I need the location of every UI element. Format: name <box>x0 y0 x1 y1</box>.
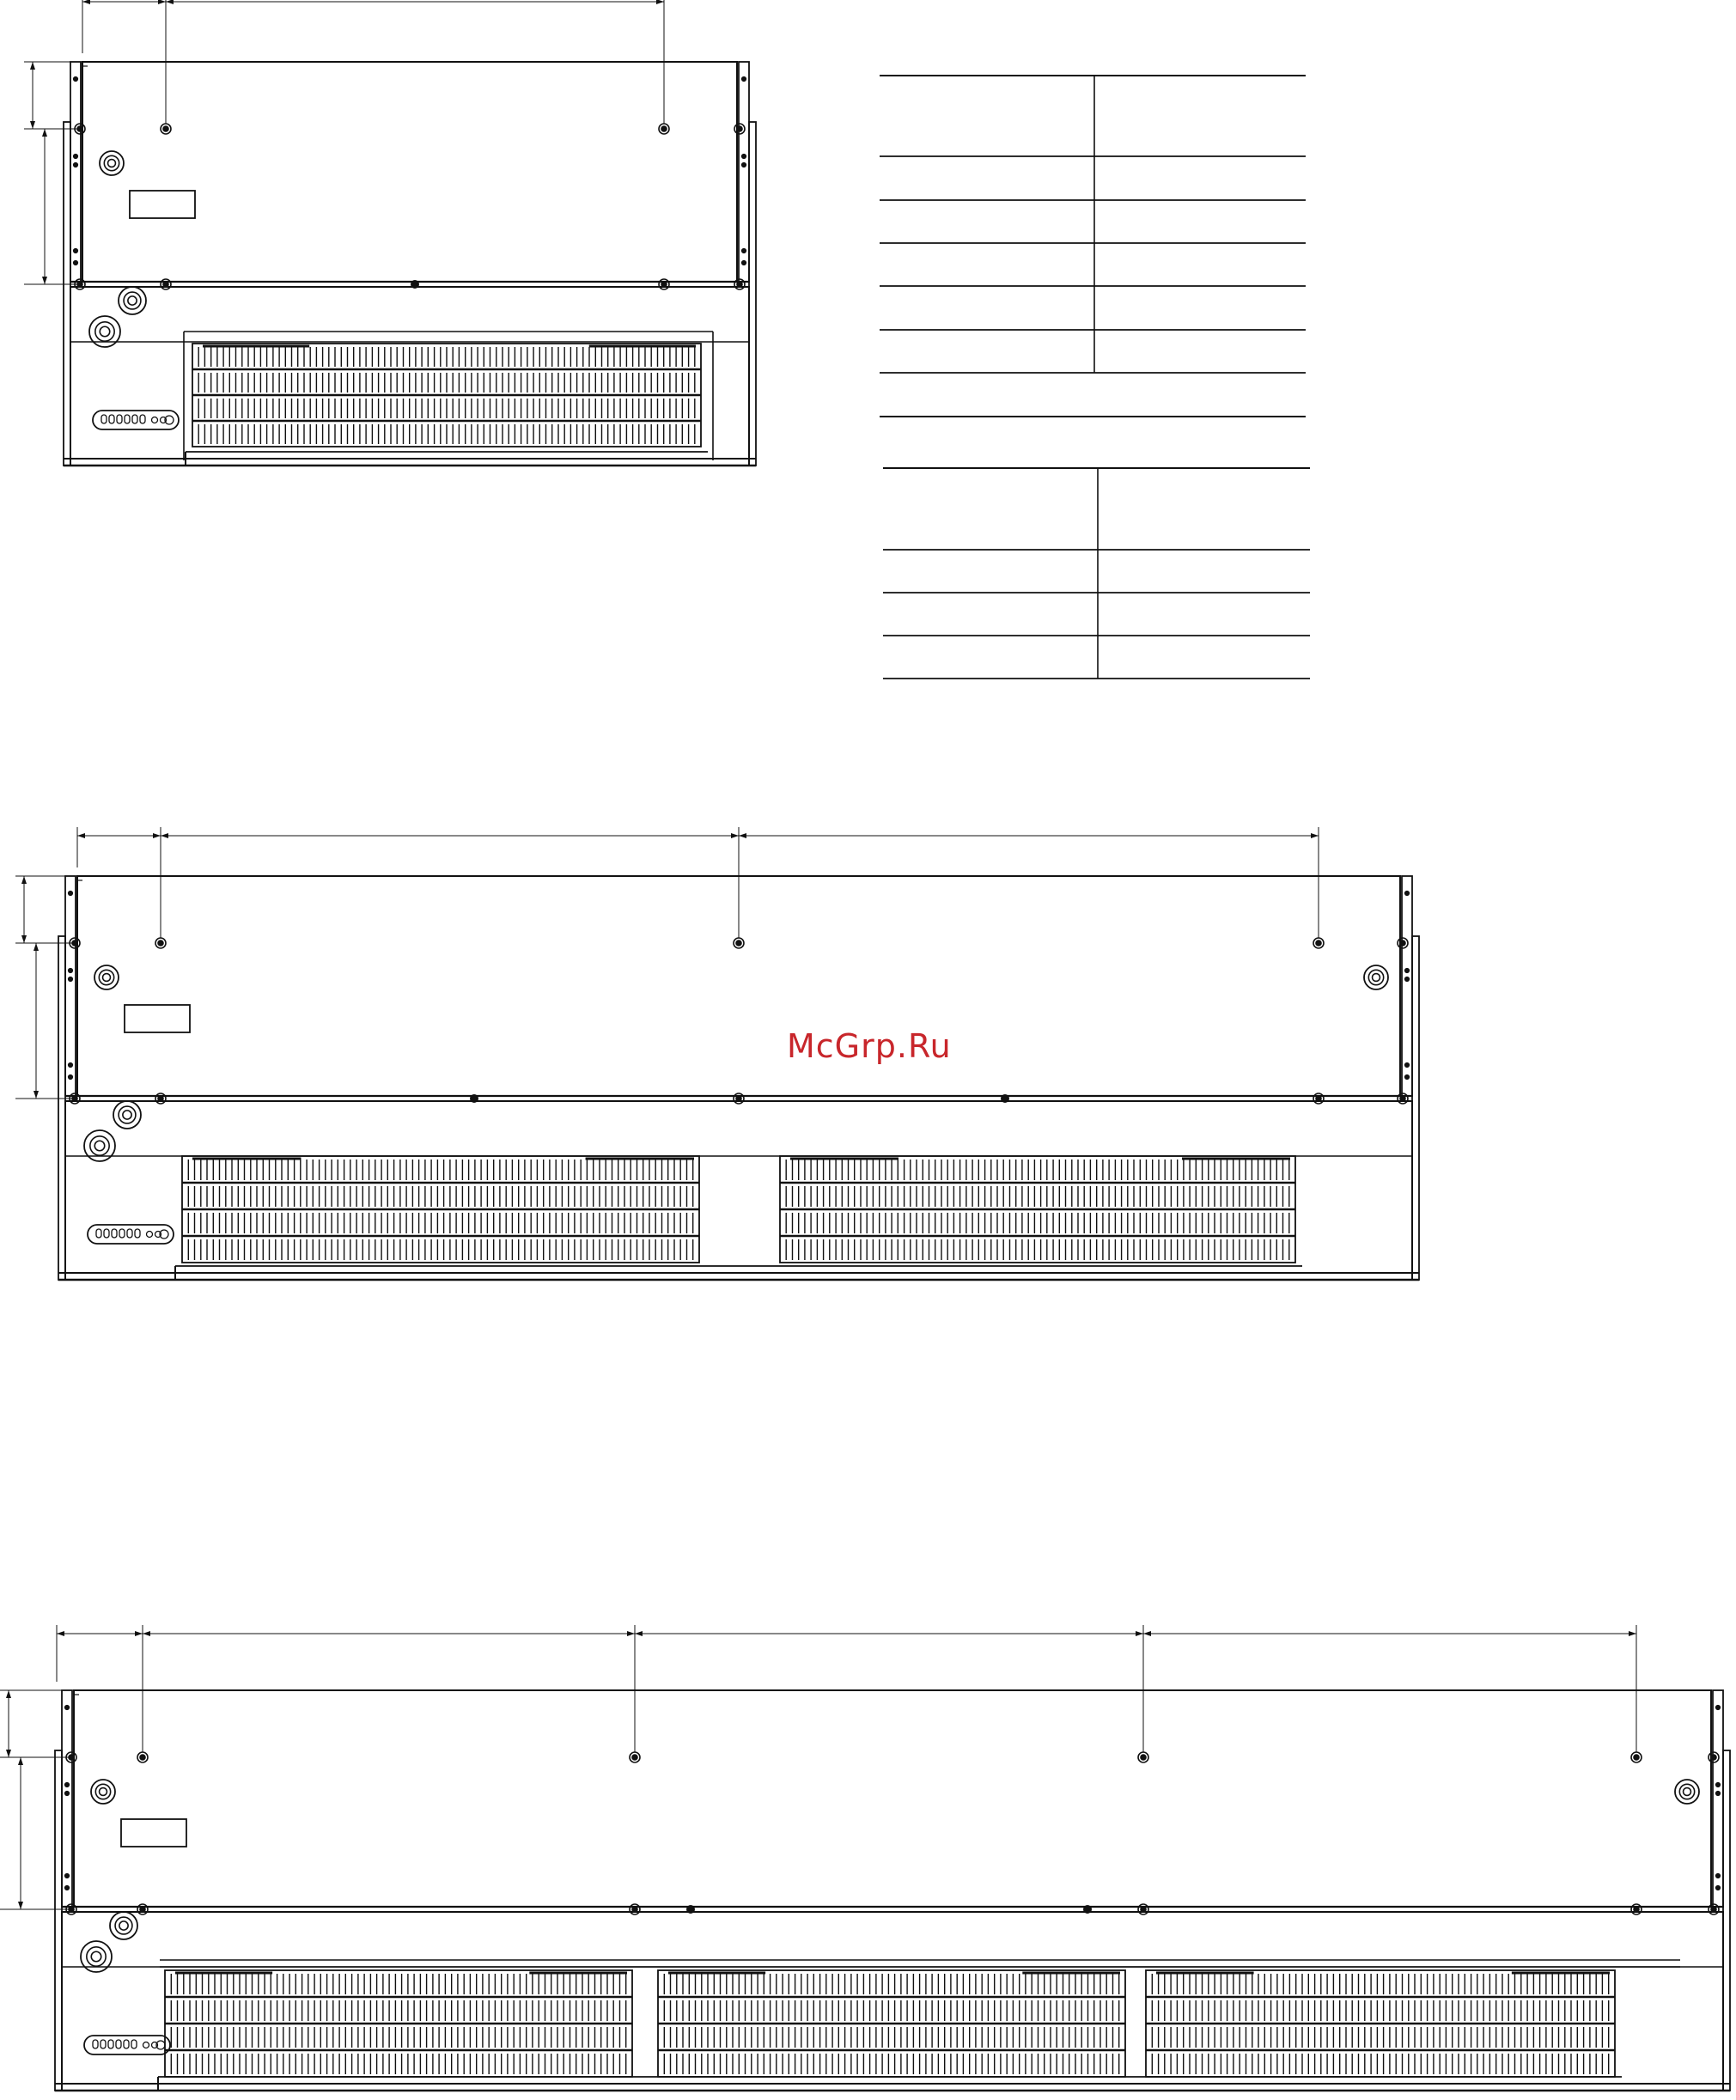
louvre-slats <box>198 424 695 444</box>
rivet-dot <box>73 154 77 158</box>
right-outer-bracket <box>749 122 756 466</box>
right-outer-bracket <box>1412 936 1419 1280</box>
rivet-dot <box>64 1885 69 1890</box>
control-panel <box>84 2036 170 2054</box>
fixing-bolt-icon <box>137 1752 148 1762</box>
fixing-bolt-icon <box>734 1093 744 1104</box>
fixing-bolt-icon <box>1709 1752 1719 1762</box>
pipe-outer-ring <box>94 965 119 989</box>
pipe-inner-ring <box>128 296 137 305</box>
rivet-dot <box>1404 1074 1409 1079</box>
control-panel-led <box>143 2042 149 2048</box>
rivet-dot <box>73 162 77 167</box>
pipe-middle-ring <box>124 292 141 309</box>
pipe-middle-ring <box>115 1917 132 1934</box>
louvre-slats <box>198 399 695 418</box>
louvre-slats <box>664 2054 1118 2074</box>
louvre-slats <box>171 1974 625 1994</box>
fixing-bolt-icon <box>630 1904 640 1914</box>
upper-casing <box>74 1690 1711 1907</box>
right-outer-bracket <box>1723 1750 1730 2091</box>
nameplate <box>130 191 195 218</box>
pipe-inner-ring <box>1684 1788 1691 1796</box>
louvre-slats <box>664 2000 1118 2021</box>
pipe-middle-ring <box>104 155 119 170</box>
lower-casing <box>62 1912 1723 2091</box>
louvre-slats <box>188 1239 692 1260</box>
louvre-slats <box>198 373 695 393</box>
pipe-middle-ring <box>87 1947 106 1966</box>
rivet-dot <box>64 1782 69 1787</box>
louvre-grille <box>658 1970 1125 2077</box>
louvre-slats <box>786 1213 1289 1233</box>
louvre-slats <box>786 1239 1289 1260</box>
pipe-inner-ring <box>100 1788 107 1796</box>
left-outer-bracket <box>55 1750 62 2091</box>
nameplate <box>125 1005 190 1032</box>
louvre-slats <box>188 1160 692 1180</box>
lower-casing <box>65 1101 1412 1280</box>
bolt-inner-ring <box>163 126 168 131</box>
bolt-inner-ring <box>1634 1907 1639 1912</box>
pipe-outer-ring <box>1675 1780 1699 1804</box>
fixing-bolt-icon <box>1631 1752 1642 1762</box>
rivet-dot <box>741 260 746 265</box>
air-curtain-unit-large <box>0 1625 1730 2091</box>
fixing-bolt-icon <box>1398 1093 1408 1104</box>
bolt-inner-ring <box>1316 1096 1321 1101</box>
pipe-inner-ring <box>1373 974 1380 982</box>
rivet-dot <box>68 1062 72 1067</box>
rivet-dot <box>1715 1705 1720 1709</box>
pipe-inner-ring <box>108 160 116 167</box>
pipe-outer-ring <box>100 151 124 175</box>
rivet-dot <box>68 1074 72 1079</box>
fixing-bolt-icon <box>1398 938 1408 948</box>
air-curtain-unit-small <box>24 0 756 466</box>
pipe-inner-ring <box>91 1951 101 1962</box>
bolt-inner-ring <box>140 1755 145 1760</box>
pipe-inner-ring <box>94 1141 105 1151</box>
control-panel-led <box>152 417 158 423</box>
bolt-inner-ring <box>632 1755 637 1760</box>
fixing-bolt-icon <box>630 1752 640 1762</box>
pipe-middle-ring <box>99 970 113 984</box>
rivet-dot <box>741 154 746 158</box>
louvre-slats <box>664 2027 1118 2048</box>
fixing-bolt-icon <box>1313 938 1324 948</box>
rivet-dot <box>741 248 746 253</box>
pipe-connection-icon <box>1364 965 1388 989</box>
louvre-slats <box>786 1186 1289 1207</box>
bolt-inner-ring <box>737 282 742 287</box>
bolt-inner-ring <box>661 282 667 287</box>
pipe-outer-ring <box>91 1780 115 1804</box>
rivet-dot <box>64 1705 69 1709</box>
louvre-slats <box>188 1213 692 1233</box>
left-outer-bracket <box>58 936 65 1280</box>
louvre-slats <box>198 347 695 367</box>
pipe-connection-icon <box>94 965 119 989</box>
fixing-bolt-icon <box>659 124 669 134</box>
pipe-outer-ring <box>1364 965 1388 989</box>
fixing-bolt-icon <box>161 124 171 134</box>
bolt-inner-ring <box>1141 1907 1146 1912</box>
pipe-middle-ring <box>95 322 114 341</box>
rivet-dot <box>73 260 77 265</box>
pipe-inner-ring <box>103 974 111 982</box>
rivet-dot <box>1715 1791 1720 1795</box>
bolt-inner-ring <box>736 940 741 946</box>
bolt-inner-ring <box>661 126 667 131</box>
louvre-slats <box>1152 2000 1608 2021</box>
fixing-bolt-icon <box>1709 1904 1719 1914</box>
control-panel-switches <box>93 2040 137 2048</box>
pipe-connection-icon <box>91 1780 115 1804</box>
fixing-bolt-icon <box>734 124 745 134</box>
rivet-dot <box>68 968 72 972</box>
bolt-inner-ring <box>1711 1755 1716 1760</box>
bolt-inner-ring <box>1400 1096 1405 1101</box>
bolt-inner-ring <box>158 1096 163 1101</box>
pipe-inner-ring <box>100 326 110 337</box>
louvre-slats <box>188 1186 692 1207</box>
rivet-dot <box>471 1095 478 1103</box>
rivet-dot <box>1404 977 1409 981</box>
nameplate <box>121 1819 186 1847</box>
control-panel-led <box>147 1232 153 1238</box>
spec-table-bottom <box>883 468 1310 679</box>
bolt-inner-ring <box>1634 1755 1639 1760</box>
pipe-inner-ring <box>119 1921 128 1930</box>
louvre-slats <box>1152 2054 1608 2074</box>
louvre-grille <box>1146 1970 1615 2077</box>
louvre-slats <box>1152 1974 1608 1994</box>
pipe-connection-icon <box>1675 1780 1699 1804</box>
rivet-dot <box>1404 968 1409 972</box>
left-outer-bracket <box>64 122 70 466</box>
rivet-dot <box>1404 1062 1409 1067</box>
control-panel-switches <box>96 1229 140 1238</box>
rivet-dot <box>64 1791 69 1795</box>
louvre-grille <box>165 1970 632 2077</box>
fixing-bolt-icon <box>1138 1752 1148 1762</box>
bolt-inner-ring <box>632 1907 637 1912</box>
fixing-bolt-icon <box>1313 1093 1324 1104</box>
louvre-slats <box>171 2027 625 2048</box>
rivet-dot <box>73 248 77 253</box>
rivet-dot <box>1715 1782 1720 1787</box>
rivet-dot <box>73 76 77 81</box>
louvre-slats <box>786 1160 1289 1180</box>
air-curtain-unit-medium <box>15 827 1419 1280</box>
watermark: McGrp.Ru <box>787 1027 952 1065</box>
rivet-dot <box>1084 1906 1092 1914</box>
fixing-bolt-icon <box>734 279 745 289</box>
rivet-dot <box>68 891 72 895</box>
pipe-middle-ring <box>1679 1784 1694 1799</box>
pipe-connection-icon <box>110 1912 137 1939</box>
fixing-bolt-icon <box>1138 1904 1148 1914</box>
control-panel <box>88 1225 174 1244</box>
rivet-dot <box>1002 1095 1009 1103</box>
pipe-outer-ring <box>119 287 146 314</box>
pipe-outer-ring <box>110 1912 137 1939</box>
louvre-slats <box>664 1974 1118 1994</box>
rivet-dot <box>64 1873 69 1878</box>
fixing-bolt-icon <box>155 1093 166 1104</box>
fixing-bolt-icon <box>155 938 166 948</box>
pipe-connection-icon <box>100 151 124 175</box>
bolt-inner-ring <box>737 126 742 131</box>
pipe-inner-ring <box>123 1111 131 1119</box>
louvre-grille <box>192 344 701 447</box>
rivet-dot <box>411 281 419 289</box>
fixing-bolt-icon <box>734 938 744 948</box>
spec-table-top <box>880 76 1306 373</box>
upper-casing <box>82 62 737 282</box>
bolt-inner-ring <box>1141 1755 1146 1760</box>
pipe-middle-ring <box>119 1106 136 1123</box>
control-panel-switches <box>101 415 145 423</box>
rivet-dot <box>687 1906 695 1914</box>
louvre-grille <box>182 1156 699 1263</box>
bolt-inner-ring <box>140 1907 145 1912</box>
rivet-dot <box>1404 891 1409 895</box>
bolt-inner-ring <box>1400 940 1405 946</box>
rivet-dot <box>1715 1873 1720 1878</box>
pipe-outer-ring <box>113 1101 141 1129</box>
pipe-middle-ring <box>95 1784 110 1799</box>
rivet-dot <box>741 162 746 167</box>
pipe-middle-ring <box>1368 970 1383 984</box>
bolt-inner-ring <box>1711 1907 1716 1912</box>
bolt-inner-ring <box>158 940 163 946</box>
control-panel <box>93 411 179 429</box>
fixing-bolt-icon <box>161 279 171 289</box>
pipe-connection-icon <box>113 1101 141 1129</box>
louvre-slats <box>171 2000 625 2021</box>
louvre-slats <box>1152 2027 1608 2048</box>
fixing-bolt-icon <box>659 279 669 289</box>
bolt-inner-ring <box>163 282 168 287</box>
bolt-inner-ring <box>1316 940 1321 946</box>
louvre-slats <box>171 2054 625 2074</box>
rivet-dot <box>741 76 746 81</box>
bolt-inner-ring <box>736 1096 741 1101</box>
rivet-dot <box>1715 1885 1720 1890</box>
rivet-dot <box>68 977 72 981</box>
louvre-grille <box>780 1156 1295 1263</box>
fixing-bolt-icon <box>1631 1904 1642 1914</box>
fixing-bolt-icon <box>137 1904 148 1914</box>
pipe-middle-ring <box>90 1136 109 1155</box>
pipe-connection-icon <box>119 287 146 314</box>
